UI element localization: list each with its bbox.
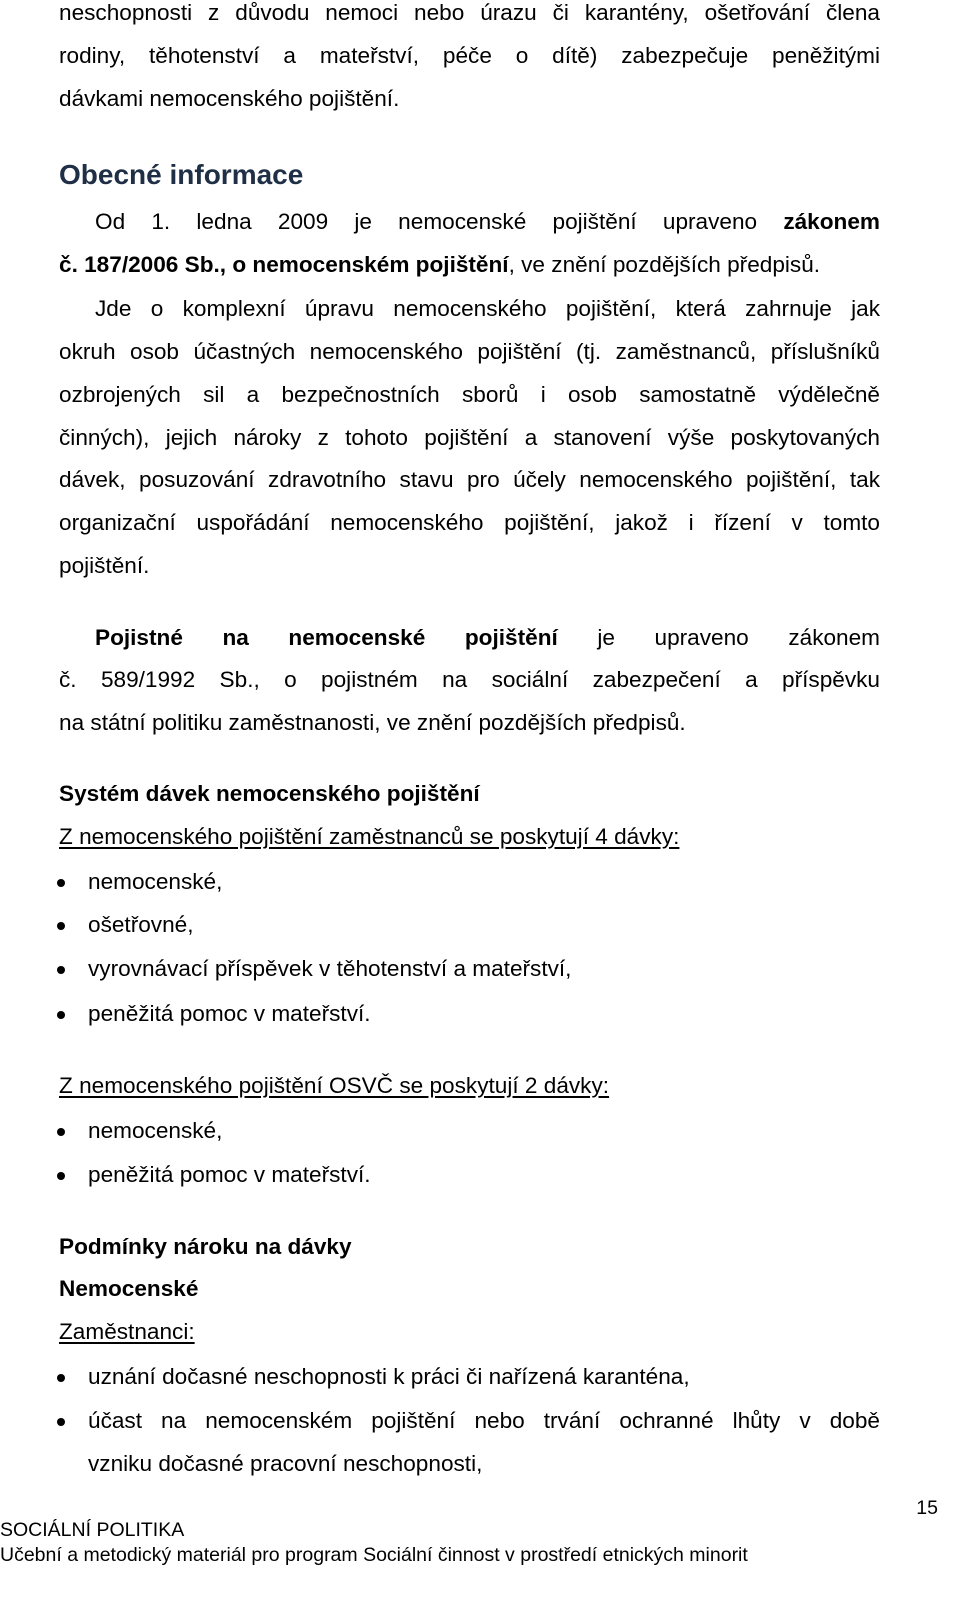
intro-line-1: neschopnosti z důvodu nemoci nebo úrazu či karantény, ošetřování člena <box>59 0 880 25</box>
bullet-icon <box>57 922 65 930</box>
section-heading-system: Systém dávek nemocenského pojištění <box>59 781 480 806</box>
employees-benefits-title: Z nemocenského pojištění zaměstnanců se poskytují 4 dávky: <box>59 824 680 849</box>
section-heading-general: Obecné informace <box>59 159 304 190</box>
list-item: účast na nemocenském pojištění nebo trvání ochranné lhůty v době <box>88 1408 880 1433</box>
bullet-icon <box>57 1011 65 1019</box>
general-p2-line-7: pojištění. <box>59 553 150 578</box>
general-p3-line-3: na státní politiku zaměstnanosti, ve znění pozdějších předpisů. <box>59 710 686 735</box>
list-item-continuation: vzniku dočasné pracovní neschopnosti, <box>88 1451 483 1476</box>
footer-title: SOCIÁLNÍ POLITIKA <box>0 1519 185 1541</box>
general-p1-line-2: č. 187/2006 Sb., o nemocenském pojištění, ve znění pozdějších předpisů. <box>59 252 821 277</box>
general-p1-line-1: Od 1. ledna 2009 je nemocenské pojištění upraveno zákonem <box>95 209 880 234</box>
intro-line-3: dávkami nemocenského pojištění. <box>59 86 400 111</box>
subheading-sickness: Nemocenské <box>59 1276 199 1301</box>
bullet-icon <box>57 1374 65 1382</box>
list-item: peněžitá pomoc v mateřství. <box>88 1162 371 1187</box>
list-item: nemocenské, <box>88 1118 223 1143</box>
general-p2-line-2: okruh osob účastných nemocenského pojištění (tj. zaměstnanců, příslušníků <box>59 339 880 364</box>
general-p3-line-2: č. 589/1992 Sb., o pojistném na sociální zabezpečení a příspěvku <box>59 667 880 692</box>
intro-line-2: rodiny, těhotenství a mateřství, péče o dítě) zabezpečuje peněžitými <box>59 43 880 68</box>
general-p2-line-5: dávek, posuzování zdravotního stavu pro účely nemocenského pojištění, tak <box>59 467 880 492</box>
section-heading-conditions: Podmínky nároku na dávky <box>59 1234 352 1259</box>
bullet-icon <box>57 879 65 887</box>
footer-subtitle: Učební a metodický materiál pro program Sociální činnost v prostředí etnických minorit <box>0 1544 748 1566</box>
list-item: peněžitá pomoc v mateřství. <box>88 1001 371 1026</box>
list-item: vyrovnávací příspěvek v těhotenství a mateřství, <box>88 956 572 981</box>
group-label-employees: Zaměstnanci: <box>59 1319 195 1344</box>
bullet-icon <box>57 1128 65 1136</box>
bullet-icon <box>57 1418 65 1426</box>
general-p3-line-1: Pojistné na nemocenské pojištění je upraveno zákonem <box>95 625 881 650</box>
general-p2-line-4: činných), jejich nároky z tohoto pojištění a stanovení výše poskytovaných <box>59 425 880 450</box>
general-p2-line-3: ozbrojených sil a bezpečnostních sborů i osob samostatně výdělečně <box>59 382 880 407</box>
general-p2-line-6: organizační uspořádání nemocenského pojištění, jakož i řízení v tomto <box>59 510 880 535</box>
list-item: uznání dočasné neschopnosti k práci či nařízená karanténa, <box>88 1364 690 1389</box>
bullet-icon <box>57 1172 65 1180</box>
list-item: ošetřovné, <box>88 912 194 937</box>
osvc-benefits-title: Z nemocenského pojištění OSVČ se poskytují 2 dávky: <box>59 1073 610 1098</box>
list-item: nemocenské, <box>88 869 223 894</box>
page-number: 15 <box>916 1497 938 1519</box>
bullet-icon <box>57 966 65 974</box>
general-p2-line-1: Jde o komplexní úpravu nemocenského pojištění, která zahrnuje jak <box>95 296 880 321</box>
